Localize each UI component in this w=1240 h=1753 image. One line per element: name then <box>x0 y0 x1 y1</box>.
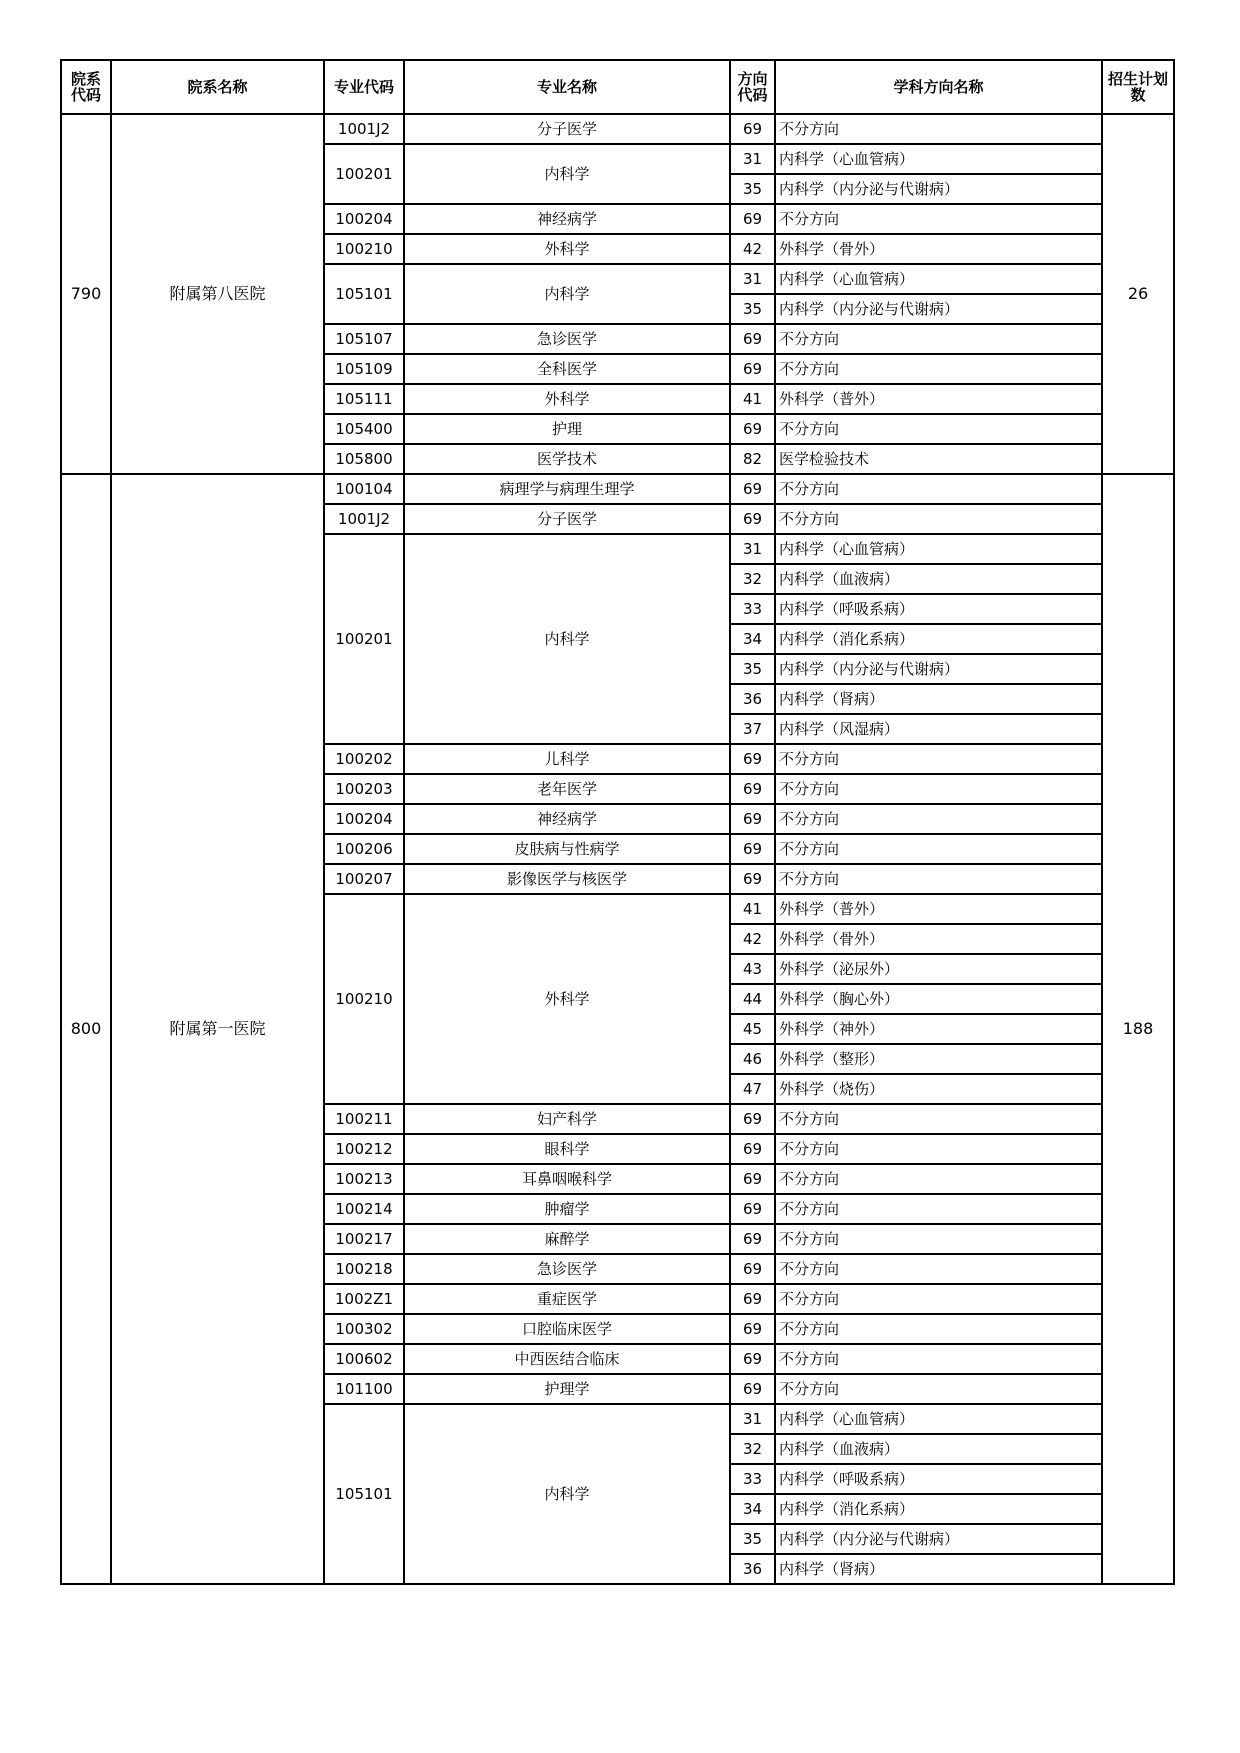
table-row <box>61 474 1174 504</box>
direction-code-cell: 45 <box>730 1014 775 1044</box>
direction-name-cell: 内科学（消化系病） <box>775 1494 1102 1524</box>
direction-name-cell: 外科学（普外） <box>775 384 1102 414</box>
direction-code-cell: 69 <box>730 1224 775 1254</box>
table-header-row <box>61 60 1174 114</box>
direction-code-cell: 69 <box>730 804 775 834</box>
header-major-name: 专业名称 <box>404 60 730 114</box>
major-name-cell: 急诊医学 <box>404 1254 730 1284</box>
direction-code-cell: 41 <box>730 384 775 414</box>
direction-code-cell: 69 <box>730 744 775 774</box>
major-name-cell: 老年医学 <box>404 774 730 804</box>
direction-name-cell: 不分方向 <box>775 1134 1102 1164</box>
major-code-cell: 100211 <box>324 1104 404 1134</box>
direction-name-cell: 内科学（血液病） <box>775 564 1102 594</box>
major-code-cell: 100201 <box>324 534 404 744</box>
major-code-cell: 100203 <box>324 774 404 804</box>
direction-code-cell: 34 <box>730 1494 775 1524</box>
direction-code-cell: 82 <box>730 444 775 474</box>
major-code-cell: 100210 <box>324 894 404 1104</box>
direction-name-cell: 外科学（整形） <box>775 1044 1102 1074</box>
direction-code-cell: 42 <box>730 234 775 264</box>
major-code-cell: 100212 <box>324 1134 404 1164</box>
direction-name-cell: 外科学（泌尿外） <box>775 954 1102 984</box>
direction-name-cell: 内科学（内分泌与代谢病） <box>775 1524 1102 1554</box>
direction-name-cell: 不分方向 <box>775 504 1102 534</box>
major-code-cell: 100217 <box>324 1224 404 1254</box>
major-code-cell: 100204 <box>324 804 404 834</box>
major-code-cell: 100202 <box>324 744 404 774</box>
dept-code-cell: 790 <box>61 114 111 474</box>
direction-code-cell: 36 <box>730 1554 775 1584</box>
header-dept-name: 院系名称 <box>111 60 324 114</box>
direction-code-cell: 69 <box>730 324 775 354</box>
direction-code-cell: 69 <box>730 204 775 234</box>
direction-name-cell: 内科学（呼吸系病） <box>775 594 1102 624</box>
major-code-cell: 100218 <box>324 1254 404 1284</box>
major-code-cell: 105111 <box>324 384 404 414</box>
enrollment-plan-page <box>60 59 1173 1683</box>
major-name-cell: 麻醉学 <box>404 1224 730 1254</box>
direction-code-cell: 37 <box>730 714 775 744</box>
direction-name-cell: 不分方向 <box>775 474 1102 504</box>
direction-code-cell: 33 <box>730 594 775 624</box>
direction-name-cell: 内科学（心血管病） <box>775 1404 1102 1434</box>
direction-name-cell: 不分方向 <box>775 804 1102 834</box>
direction-code-cell: 69 <box>730 1344 775 1374</box>
direction-code-cell: 36 <box>730 684 775 714</box>
quota-cell: 26 <box>1102 114 1174 474</box>
major-name-cell: 儿科学 <box>404 744 730 774</box>
header-major-code: 专业代码 <box>324 60 404 114</box>
major-code-cell: 101100 <box>324 1374 404 1404</box>
direction-name-cell: 外科学（烧伤） <box>775 1074 1102 1104</box>
major-code-cell: 105109 <box>324 354 404 384</box>
direction-code-cell: 43 <box>730 954 775 984</box>
direction-code-cell: 31 <box>730 264 775 294</box>
major-code-cell: 105101 <box>324 264 404 324</box>
direction-name-cell: 内科学（肾病） <box>775 684 1102 714</box>
direction-code-cell: 69 <box>730 864 775 894</box>
direction-code-cell: 69 <box>730 1194 775 1224</box>
direction-code-cell: 69 <box>730 834 775 864</box>
direction-name-cell: 不分方向 <box>775 414 1102 444</box>
direction-name-cell: 不分方向 <box>775 324 1102 354</box>
major-code-cell: 100214 <box>324 1194 404 1224</box>
dept-code-cell: 800 <box>61 474 111 1584</box>
major-name-cell: 皮肤病与性病学 <box>404 834 730 864</box>
major-name-cell: 内科学 <box>404 144 730 204</box>
direction-name-cell: 不分方向 <box>775 1104 1102 1134</box>
direction-code-cell: 69 <box>730 1284 775 1314</box>
direction-name-cell: 不分方向 <box>775 354 1102 384</box>
major-name-cell: 内科学 <box>404 534 730 744</box>
direction-name-cell: 内科学（风湿病） <box>775 714 1102 744</box>
major-name-cell: 口腔临床医学 <box>404 1314 730 1344</box>
direction-code-cell: 42 <box>730 924 775 954</box>
major-name-cell: 外科学 <box>404 384 730 414</box>
direction-code-cell: 69 <box>730 354 775 384</box>
major-name-cell: 耳鼻咽喉科学 <box>404 1164 730 1194</box>
header-quota: 招生计划数 <box>1102 60 1174 114</box>
direction-name-cell: 不分方向 <box>775 1164 1102 1194</box>
dept-name-cell: 附属第八医院 <box>111 114 324 474</box>
direction-code-cell: 35 <box>730 174 775 204</box>
major-name-cell: 外科学 <box>404 894 730 1104</box>
direction-code-cell: 69 <box>730 474 775 504</box>
major-code-cell: 100204 <box>324 204 404 234</box>
major-code-cell: 105800 <box>324 444 404 474</box>
major-name-cell: 肿瘤学 <box>404 1194 730 1224</box>
major-name-cell: 眼科学 <box>404 1134 730 1164</box>
major-code-cell: 100602 <box>324 1344 404 1374</box>
table-row <box>61 114 1174 144</box>
direction-code-cell: 31 <box>730 144 775 174</box>
direction-code-cell: 31 <box>730 1404 775 1434</box>
direction-code-cell: 35 <box>730 1524 775 1554</box>
direction-code-cell: 46 <box>730 1044 775 1074</box>
header-direction-name: 学科方向名称 <box>775 60 1102 114</box>
quota-cell: 188 <box>1102 474 1174 1584</box>
major-code-cell: 100206 <box>324 834 404 864</box>
major-code-cell: 105101 <box>324 1404 404 1584</box>
direction-name-cell: 不分方向 <box>775 1224 1102 1254</box>
direction-code-cell: 32 <box>730 1434 775 1464</box>
dept-name-cell: 附属第一医院 <box>111 474 324 1584</box>
direction-name-cell: 内科学（心血管病） <box>775 264 1102 294</box>
direction-name-cell: 不分方向 <box>775 114 1102 144</box>
direction-name-cell: 内科学（内分泌与代谢病） <box>775 294 1102 324</box>
header-dept-code: 院系代码 <box>61 60 111 114</box>
direction-name-cell: 不分方向 <box>775 1194 1102 1224</box>
major-name-cell: 重症医学 <box>404 1284 730 1314</box>
major-code-cell: 100302 <box>324 1314 404 1344</box>
direction-name-cell: 不分方向 <box>775 204 1102 234</box>
major-code-cell: 100201 <box>324 144 404 204</box>
major-code-cell: 1001J2 <box>324 114 404 144</box>
major-name-cell: 分子医学 <box>404 114 730 144</box>
direction-code-cell: 41 <box>730 894 775 924</box>
direction-code-cell: 47 <box>730 1074 775 1104</box>
major-name-cell: 妇产科学 <box>404 1104 730 1134</box>
major-name-cell: 内科学 <box>404 264 730 324</box>
major-code-cell: 100210 <box>324 234 404 264</box>
direction-code-cell: 69 <box>730 1134 775 1164</box>
major-name-cell: 分子医学 <box>404 504 730 534</box>
major-name-cell: 中西医结合临床 <box>404 1344 730 1374</box>
direction-name-cell: 不分方向 <box>775 834 1102 864</box>
major-name-cell: 内科学 <box>404 1404 730 1584</box>
direction-name-cell: 外科学（神外） <box>775 1014 1102 1044</box>
direction-code-cell: 69 <box>730 1164 775 1194</box>
major-name-cell: 病理学与病理生理学 <box>404 474 730 504</box>
major-code-cell: 105107 <box>324 324 404 354</box>
direction-code-cell: 69 <box>730 1314 775 1344</box>
direction-name-cell: 外科学（胸心外） <box>775 984 1102 1014</box>
direction-code-cell: 34 <box>730 624 775 654</box>
major-code-cell: 105400 <box>324 414 404 444</box>
major-code-cell: 100207 <box>324 864 404 894</box>
major-name-cell: 急诊医学 <box>404 324 730 354</box>
direction-code-cell: 69 <box>730 1254 775 1284</box>
table-body <box>61 114 1174 1584</box>
direction-code-cell: 33 <box>730 1464 775 1494</box>
direction-name-cell: 内科学（心血管病） <box>775 534 1102 564</box>
direction-name-cell: 不分方向 <box>775 1344 1102 1374</box>
direction-name-cell: 内科学（血液病） <box>775 1434 1102 1464</box>
direction-name-cell: 内科学（肾病） <box>775 1554 1102 1584</box>
header-direction-code: 方向代码 <box>730 60 775 114</box>
direction-name-cell: 不分方向 <box>775 774 1102 804</box>
major-code-cell: 1002Z1 <box>324 1284 404 1314</box>
direction-code-cell: 69 <box>730 114 775 144</box>
direction-name-cell: 外科学（骨外） <box>775 924 1102 954</box>
direction-code-cell: 69 <box>730 1104 775 1134</box>
major-name-cell: 护理 <box>404 414 730 444</box>
major-name-cell: 神经病学 <box>404 804 730 834</box>
direction-name-cell: 内科学（内分泌与代谢病） <box>775 654 1102 684</box>
major-code-cell: 1001J2 <box>324 504 404 534</box>
direction-name-cell: 不分方向 <box>775 864 1102 894</box>
direction-code-cell: 31 <box>730 534 775 564</box>
direction-code-cell: 69 <box>730 414 775 444</box>
major-name-cell: 全科医学 <box>404 354 730 384</box>
direction-name-cell: 不分方向 <box>775 744 1102 774</box>
direction-code-cell: 69 <box>730 504 775 534</box>
direction-code-cell: 35 <box>730 654 775 684</box>
direction-code-cell: 35 <box>730 294 775 324</box>
direction-name-cell: 外科学（普外） <box>775 894 1102 924</box>
direction-name-cell: 不分方向 <box>775 1374 1102 1404</box>
direction-name-cell: 不分方向 <box>775 1254 1102 1284</box>
enrollment-plan-table <box>60 59 1175 1585</box>
direction-name-cell: 外科学（骨外） <box>775 234 1102 264</box>
direction-name-cell: 医学检验技术 <box>775 444 1102 474</box>
major-name-cell: 影像医学与核医学 <box>404 864 730 894</box>
direction-name-cell: 不分方向 <box>775 1314 1102 1344</box>
major-name-cell: 外科学 <box>404 234 730 264</box>
direction-code-cell: 69 <box>730 1374 775 1404</box>
direction-code-cell: 32 <box>730 564 775 594</box>
direction-name-cell: 内科学（内分泌与代谢病） <box>775 174 1102 204</box>
direction-name-cell: 内科学（心血管病） <box>775 144 1102 174</box>
major-name-cell: 护理学 <box>404 1374 730 1404</box>
direction-code-cell: 44 <box>730 984 775 1014</box>
direction-name-cell: 内科学（呼吸系病） <box>775 1464 1102 1494</box>
direction-name-cell: 内科学（消化系病） <box>775 624 1102 654</box>
direction-code-cell: 69 <box>730 774 775 804</box>
major-name-cell: 神经病学 <box>404 204 730 234</box>
direction-name-cell: 不分方向 <box>775 1284 1102 1314</box>
major-code-cell: 100104 <box>324 474 404 504</box>
major-name-cell: 医学技术 <box>404 444 730 474</box>
major-code-cell: 100213 <box>324 1164 404 1194</box>
